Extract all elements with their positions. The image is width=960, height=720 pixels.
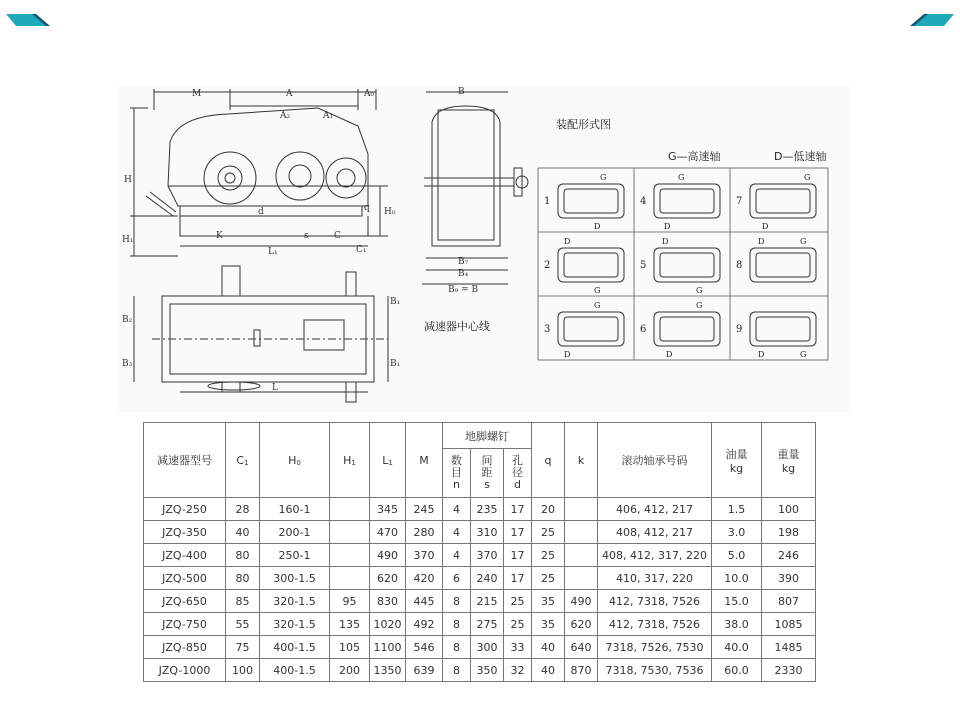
table-cell: JZQ-850 (144, 636, 226, 659)
table-cell: 490 (370, 544, 406, 567)
table-cell: 32 (504, 659, 532, 682)
dim-label: A₀ (364, 89, 375, 99)
table-cell: 3.0 (712, 521, 762, 544)
cell-number: 9 (736, 324, 743, 335)
dim-label: M (192, 89, 202, 99)
corner-accent-left (6, 14, 50, 26)
table-cell: 35 (532, 613, 565, 636)
header-c1: $C_1$ (226, 423, 260, 498)
table-cell: 8 (443, 659, 471, 682)
table-row (144, 613, 816, 636)
table-cell: 870 (565, 659, 598, 682)
table-cell: 246 (762, 544, 816, 567)
table-cell: 40 (532, 636, 565, 659)
assembly-cells (558, 184, 816, 346)
dim-label: H (124, 175, 132, 185)
table-cell: 95 (330, 590, 370, 613)
cell-number: 6 (640, 324, 647, 335)
table-cell: 245 (406, 498, 443, 521)
cell-number: 4 (640, 196, 647, 207)
table-cell: 546 (406, 636, 443, 659)
plan-view (134, 266, 388, 402)
table-cell: 4 (443, 521, 471, 544)
table-cell: 8 (443, 590, 471, 613)
table-cell: 1085 (762, 613, 816, 636)
shaft-label-g: G (696, 286, 703, 295)
reducer-drawing (118, 86, 850, 412)
table-cell: 200-1 (260, 521, 330, 544)
table-cell: 406, 412, 217 (598, 498, 712, 521)
table-cell: 75 (226, 636, 260, 659)
corner-accent-right (910, 14, 954, 26)
cell-number: 3 (544, 324, 551, 335)
table-cell: 198 (762, 521, 816, 544)
legend-high-speed: G—高速轴 (668, 150, 721, 163)
cell-number: 8 (736, 260, 743, 271)
dim-label: K (216, 231, 223, 241)
table-cell: 1.5 (712, 498, 762, 521)
shaft-label-d: D (662, 237, 669, 246)
table-row (144, 659, 816, 682)
table-cell: 25 (504, 590, 532, 613)
table-cell (330, 521, 370, 544)
table-cell: 80 (226, 567, 260, 590)
table-cell: 492 (406, 613, 443, 636)
table-cell: 310 (471, 521, 504, 544)
table-row (144, 521, 816, 544)
header-model: 减速器型号 (144, 423, 226, 498)
dim-label: d (258, 207, 264, 217)
dim-label: L₁ (268, 247, 278, 257)
dim-label: B₁ (390, 297, 401, 307)
table-cell: 28 (226, 498, 260, 521)
header-anchor-group: 地脚螺钉 (443, 423, 532, 449)
shaft-label-d: D (758, 237, 765, 246)
table-cell: 35 (532, 590, 565, 613)
table-cell: 25 (532, 567, 565, 590)
table-cell: 807 (762, 590, 816, 613)
shaft-label-g: G (594, 286, 601, 295)
dim-label: C (334, 231, 341, 241)
assembly-grid (538, 168, 828, 360)
table-cell: 235 (471, 498, 504, 521)
dim-label: B₇ (458, 257, 469, 267)
header-count: 数 目 n (443, 449, 471, 498)
table-cell: 370 (471, 544, 504, 567)
front-view (130, 89, 388, 256)
header-oil: 油量 kg (712, 423, 762, 498)
cell-number: 1 (544, 196, 551, 207)
dim-label: H₁ (122, 235, 134, 245)
table-cell: JZQ-500 (144, 567, 226, 590)
table-cell (565, 521, 598, 544)
header-h1: $H_1$ (330, 423, 370, 498)
table-cell: 2330 (762, 659, 816, 682)
table-cell: 8 (443, 613, 471, 636)
table-cell: 200 (330, 659, 370, 682)
dim-label: A₁ (323, 111, 334, 121)
header-h0: $H_0$ (260, 423, 330, 498)
header-k: k (565, 423, 598, 498)
table-row (144, 590, 816, 613)
table-cell: 408, 412, 217 (598, 521, 712, 544)
shaft-label-d: D (594, 222, 601, 231)
table-cell: 17 (504, 498, 532, 521)
table-cell: 25 (504, 613, 532, 636)
table-cell: 420 (406, 567, 443, 590)
table-cell: 105 (330, 636, 370, 659)
table-cell: 40 (532, 659, 565, 682)
table-cell (565, 544, 598, 567)
table-cell: 1485 (762, 636, 816, 659)
table-cell: 20 (532, 498, 565, 521)
legend-low-speed: D—低速轴 (774, 150, 827, 163)
dim-label: B₁ (390, 359, 401, 369)
dim-label: A₂ (280, 111, 291, 121)
table-cell: 470 (370, 521, 406, 544)
assembly-title: 装配形式图 (556, 118, 611, 131)
table-cell: 620 (565, 613, 598, 636)
cell-number: 7 (736, 196, 743, 207)
table-cell: 345 (370, 498, 406, 521)
table-cell: 17 (504, 567, 532, 590)
shaft-label-d: D (564, 237, 571, 246)
table-cell (565, 567, 598, 590)
spec-table (143, 422, 816, 682)
dim-label: H₀ (384, 207, 396, 217)
shaft-label-d: D (564, 350, 571, 359)
table-cell: 100 (226, 659, 260, 682)
dim-label: B₉ = B (448, 285, 479, 295)
header-hole: 孔 径 d (504, 449, 532, 498)
table-cell: 412, 7318, 7526 (598, 613, 712, 636)
dim-label: B₃ (122, 359, 133, 369)
table-cell: JZQ-400 (144, 544, 226, 567)
table-cell: 40 (226, 521, 260, 544)
table-cell: 620 (370, 567, 406, 590)
table-cell: 17 (504, 521, 532, 544)
table-cell: 60.0 (712, 659, 762, 682)
shaft-label-g: G (600, 173, 607, 182)
table-cell: JZQ-1000 (144, 659, 226, 682)
table-cell: 408, 412, 317, 220 (598, 544, 712, 567)
table-cell: 280 (406, 521, 443, 544)
shaft-label-g: G (696, 301, 703, 310)
table-cell: 1020 (370, 613, 406, 636)
table-cell: 275 (471, 613, 504, 636)
table-cell: 300 (471, 636, 504, 659)
table-row (144, 498, 816, 521)
dim-label: B₂ (122, 315, 133, 325)
header-l1: $L_1$ (370, 423, 406, 498)
table-cell: 17 (504, 544, 532, 567)
table-cell: 320-1.5 (260, 613, 330, 636)
shaft-label-d: D (758, 350, 765, 359)
shaft-label-g: G (804, 173, 811, 182)
table-cell: 40.0 (712, 636, 762, 659)
table-cell: 6 (443, 567, 471, 590)
header-spacing: 间 距 s (471, 449, 504, 498)
table-cell: 15.0 (712, 590, 762, 613)
table-cell: 100 (762, 498, 816, 521)
table-cell: JZQ-650 (144, 590, 226, 613)
table-cell (330, 544, 370, 567)
shaft-label-d: D (664, 222, 671, 231)
spec-table-wrap (143, 422, 815, 688)
table-cell: 1350 (370, 659, 406, 682)
table-cell: 830 (370, 590, 406, 613)
table-cell: 250-1 (260, 544, 330, 567)
table-cell: JZQ-250 (144, 498, 226, 521)
table-cell (565, 498, 598, 521)
header-q: q (532, 423, 565, 498)
table-cell: 33 (504, 636, 532, 659)
table-cell: 1100 (370, 636, 406, 659)
end-view (422, 92, 528, 284)
table-cell: 38.0 (712, 613, 762, 636)
table-row (144, 544, 816, 567)
table-cell (330, 498, 370, 521)
shaft-label-g: G (800, 350, 807, 359)
table-cell: 4 (443, 498, 471, 521)
table-cell: 4 (443, 544, 471, 567)
table-cell: 10.0 (712, 567, 762, 590)
dim-label: s (304, 231, 309, 241)
dim-label: q (364, 203, 370, 213)
table-cell: 639 (406, 659, 443, 682)
table-cell: 320-1.5 (260, 590, 330, 613)
table-cell: 490 (565, 590, 598, 613)
shaft-label-g: G (678, 173, 685, 182)
table-cell: 410, 317, 220 (598, 567, 712, 590)
table-cell: 55 (226, 613, 260, 636)
table-cell: 445 (406, 590, 443, 613)
table-cell: 400-1.5 (260, 636, 330, 659)
table-cell: 160-1 (260, 498, 330, 521)
table-cell: 300-1.5 (260, 567, 330, 590)
table-cell: 5.0 (712, 544, 762, 567)
table-cell: 25 (532, 544, 565, 567)
table-cell: 7318, 7526, 7530 (598, 636, 712, 659)
header-weight: 重量 kg (762, 423, 816, 498)
table-cell: 640 (565, 636, 598, 659)
dim-label: A (286, 89, 293, 99)
table-cell: JZQ-750 (144, 613, 226, 636)
table-cell: 390 (762, 567, 816, 590)
table-cell: 8 (443, 636, 471, 659)
shaft-label-d: D (666, 350, 673, 359)
table-cell: 25 (532, 521, 565, 544)
dim-label: L (272, 383, 278, 393)
table-cell: 240 (471, 567, 504, 590)
centerline-label: 减速器中心线 (424, 320, 490, 333)
shaft-label-g: G (594, 301, 601, 310)
table-cell: 370 (406, 544, 443, 567)
dim-label: B₄ (458, 269, 469, 279)
table-row (144, 567, 816, 590)
cell-number: 2 (544, 260, 551, 271)
shaft-label-d: D (762, 222, 769, 231)
table-cell: 400-1.5 (260, 659, 330, 682)
table-cell (330, 567, 370, 590)
table-row (144, 636, 816, 659)
table-cell: 7318, 7530, 7536 (598, 659, 712, 682)
shaft-label-g: G (800, 237, 807, 246)
table-cell: 85 (226, 590, 260, 613)
table-cell: 80 (226, 544, 260, 567)
table-cell: 350 (471, 659, 504, 682)
table-cell: 135 (330, 613, 370, 636)
table-cell: JZQ-350 (144, 521, 226, 544)
header-bearing: 滚动轴承号码 (598, 423, 712, 498)
dim-label: B (458, 87, 465, 97)
table-cell: 215 (471, 590, 504, 613)
cell-number: 5 (640, 260, 647, 271)
table-cell: 412, 7318, 7526 (598, 590, 712, 613)
header-m: M (406, 423, 443, 498)
dim-label: C₁ (356, 245, 367, 255)
